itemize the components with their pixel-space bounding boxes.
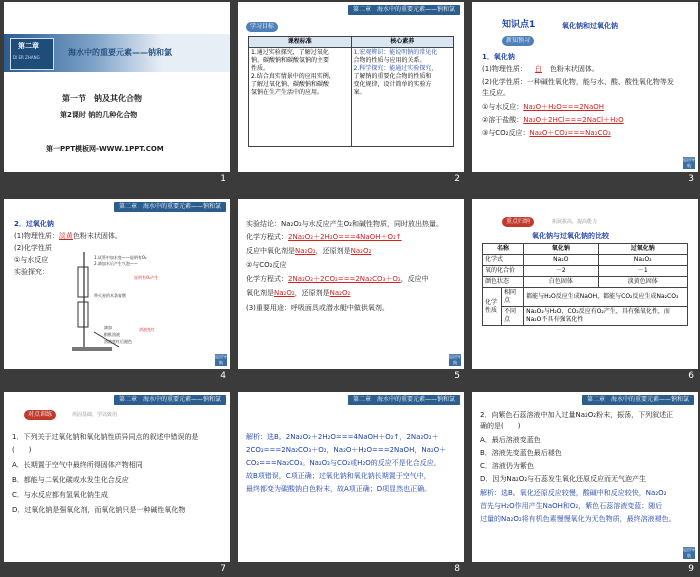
slide-3-footer: [472, 172, 698, 186]
diagram-note: 带火星的木条复燃: [94, 293, 126, 298]
practice-subtag: 巩固基础，学以致用: [72, 412, 118, 418]
stand-base: [72, 347, 112, 351]
question-stem: 2．向紫色石蕊溶液中加入过量Na₂O₂粉末，振荡，下列叙述正: [480, 411, 674, 419]
line-acid: ②溶于盐酸：Na₂O＋2HCl===2NaCl＋H₂O: [482, 116, 624, 124]
back-nav-button[interactable]: 返回导航: [215, 354, 227, 365]
practice-tag: 对点训练: [24, 410, 56, 420]
line-water: ①与水反应: [14, 256, 49, 264]
col-header-standard: 课程标准: [249, 37, 352, 48]
chapter-header-tag: 第二章 海水中的重要元素——钠和氯: [114, 395, 226, 405]
slide-number: 6: [688, 371, 694, 381]
slide-1-thumbnail[interactable]: [4, 2, 230, 172]
chapter-header-tag: 第二章 海水中的重要元素——钠和氯: [114, 202, 226, 212]
slide-5-thumbnail[interactable]: [238, 199, 464, 369]
diagram-note: 2.滴加水后产生气泡——: [94, 261, 138, 266]
slide-8-footer: [238, 562, 464, 576]
line-conclusion: 实验结论：Na₂O₂与水反应产生O₂和碱性物质，同时放出热量。: [246, 220, 443, 228]
line-experiment: 实验探究：: [14, 268, 49, 276]
line-co2-heading: ②与CO₂反应: [246, 261, 287, 269]
chapter-title: 海水中的重要元素——钠和氯: [68, 48, 172, 57]
diagram-note: 说明有O₂产生: [134, 275, 159, 280]
slide-7-footer: [4, 562, 230, 576]
slide-2-thumbnail[interactable]: [238, 2, 464, 172]
option-b[interactable]: B．都能与二氧化碳或水发生化合反应: [12, 476, 129, 484]
slide-number: 8: [454, 564, 460, 574]
line-agents-1: 反应中氧化剂是Na₂O₂，还原剂是Na₂O₂: [246, 247, 372, 255]
chapter-header-tag: 第二章 海水中的重要元素——钠和氯: [348, 5, 460, 15]
diagram-note: 1.试管中加水变——说明有O₂: [94, 255, 147, 260]
slide-number: 4: [220, 371, 226, 381]
question-stem-cont: 确的是( ): [480, 422, 521, 430]
diagram-note: 滴加: [104, 325, 112, 330]
slide-6-footer: [472, 369, 698, 383]
chapter-label: 第二章: [18, 42, 39, 50]
back-nav-button[interactable]: 返回导航: [449, 354, 461, 365]
analysis-line: 首先与H₂O作用产生NaOH和O₂，紫色石蕊溶液变蓝；随后: [480, 502, 663, 510]
knowledge-point-title: 氧化钠和过氧化钠: [562, 22, 618, 30]
line-agents-2: 氧化剂是Na₂O₂，还原剂是Na₂O₂: [246, 289, 351, 297]
line-chemical: (2)化学性质：一种碱性氧化物，能与水、酸、酸性氧化物等发: [482, 78, 674, 86]
section-tag: 学习目标: [246, 22, 278, 32]
diagram-note: 酚酞溶液: [104, 332, 120, 337]
standard-cell: 1.通过实验探究，了解过氧化 钠、碳酸钠和碳酸氢钠的主要 性质。 2.结合真实情景中的应用实例， 了解过氧化钠、碳酸钠和碳酸 氢钠在生产生活中的应用。: [249, 48, 352, 147]
chapter-en: DI ER ZHANG: [13, 55, 40, 60]
option-a[interactable]: A．最后溶液变蓝色: [480, 436, 541, 444]
analysis-line: 2CO₂===2Na₂CO₃＋O₂，Na₂O＋H₂O===2NaOH，Na₂O＋: [246, 446, 447, 454]
slide-4-footer: [4, 369, 230, 383]
line-physical: (1)物理性质： 白 色粉末状固体。: [482, 65, 599, 73]
diagram-note: 溶液变红后褪色: [104, 339, 132, 344]
line-chemical: (2)化学性质: [14, 244, 52, 252]
section-title: 第一节 钠及其化合物: [62, 94, 142, 103]
experiment-diagram: [64, 247, 214, 357]
summary-subtag: 拓展拔高，提高能力: [552, 219, 598, 225]
analysis-line: 最终都变为碳酸钠白色粉末，故A项正确；D项显然也正确。: [246, 485, 432, 493]
option-c[interactable]: C．溶液仍为紫色: [480, 462, 534, 470]
analysis-line: CO₂===Na₂CO₃。Na₂O₂与CO₂或H₂O的反应不是化合反应，: [246, 459, 441, 467]
line-water: ①与水反应：Na₂O＋H₂O===2NaOH: [482, 103, 605, 111]
table-title: 氧化钠与过氧化钠的比较: [532, 232, 609, 240]
site-footer: 第一PPT模板网-WWW.1PPT.COM: [46, 145, 164, 153]
section-heading: 1．氧化钠: [482, 53, 515, 61]
test-tube-2: [78, 302, 88, 327]
slide-number: 2: [454, 174, 460, 184]
back-nav-button[interactable]: 返回导航: [683, 157, 695, 168]
slide-4-thumbnail[interactable]: [4, 199, 230, 369]
summary-tag: 重点归纳: [502, 217, 534, 227]
slide-3-thumbnail[interactable]: [472, 2, 698, 172]
slide-1-footer: [4, 172, 230, 186]
slide-number: 3: [688, 174, 694, 184]
chapter-header-tag: 第二章 海水中的重要元素——钠和氯: [582, 395, 694, 405]
slide-9-footer: [472, 562, 698, 576]
slide-9-thumbnail[interactable]: [472, 392, 698, 562]
test-tube: [78, 267, 88, 297]
option-d[interactable]: D．过氧化钠是强氧化剂，而氧化钠只是一种碱性氧化物: [12, 506, 186, 514]
line-equation-1: 化学方程式：2Na₂O₂＋2H₂O===4NaOH＋O₂↑: [246, 233, 402, 241]
preview-tag: 新知预习: [502, 36, 534, 46]
option-d[interactable]: D．因为Na₂O₂与石蕊发生氧化还原反应而无气泡产生: [480, 475, 647, 483]
slide-number: 7: [220, 564, 226, 574]
knowledge-point-label: 知识点1: [502, 20, 536, 30]
question-blank: ( ): [12, 446, 32, 454]
slide-2-footer: [238, 172, 464, 186]
question-stem: 1．下列关于过氧化钠和氧化钠性质异同点的叙述中错误的是: [12, 433, 199, 441]
slide-6-thumbnail[interactable]: [472, 199, 698, 369]
analysis-line: 解析：选B。氧化还原反应较慢，酸碱中和反应较快，Na₂O₂: [480, 489, 667, 497]
diagram-note: 溶液变红: [139, 327, 155, 332]
chapter-header-tag: 第二章 海水中的重要元素——钠和氯: [348, 395, 460, 405]
line-chemical-cont: 生反应。: [482, 89, 510, 97]
line-physical: (1)物理性质：淡黄色粉末状固体。: [14, 232, 122, 240]
objectives-table: [248, 36, 454, 147]
col-header-literacy: 核心素养: [351, 37, 454, 48]
line-co2: ③与CO₂反应：Na₂O＋CO₂===Na₂CO₃: [482, 129, 611, 137]
slide-number: 1: [220, 174, 226, 184]
lesson-title: 第2课时 钠的几种化合物: [60, 111, 138, 119]
comparison-table: 名称 氧化钠 过氧化钠 化学式 Na₂O Na₂O₂ 氧的化合价 －2 －1 颜色状态 白色固体 淡黄色固体 化学性质 相同点 都能与H₂O反应生成NaOH，都能与CO₂反应生成Na₂CO₃ 不同点 Na₂O₂与H₂O、CO₂反应有O₂产生，具有强氧化性，而Na₂O不具有强氧化性: [482, 243, 688, 326]
slide-number: 5: [454, 371, 460, 381]
section-heading: 2．过氧化钠: [14, 220, 54, 228]
option-b[interactable]: B．溶液先变蓝色最后褪色: [480, 449, 562, 457]
line-equation-2: 化学方程式：2Na₂O₂＋2CO₂===2Na₂CO₃＋O₂，反应中: [246, 275, 429, 283]
literacy-cell: 1.宏观辨识：能说明钠的常见化 合物的性质与应用的关系。 2.科学探究：能通过实验探究， 了解钠的重要化合物的性质和 变化规律，设计简单的实验方 案。: [351, 48, 454, 147]
option-a[interactable]: A．长期置于空气中最终所得固体产物相同: [12, 461, 143, 469]
analysis-line: 解析：选B。2Na₂O₂＋2H₂O===4NaOH＋O₂↑，2Na₂O₂＋: [246, 433, 439, 441]
slide-8-thumbnail[interactable]: [238, 392, 464, 562]
analysis-line: 故B项错误，C项正确；过氧化钠和氧化钠长期置于空气中，: [246, 472, 431, 480]
back-nav-button[interactable]: 返回导航: [683, 547, 695, 558]
option-c[interactable]: C．与水反应都有氢氧化钠生成: [12, 491, 108, 499]
line-usage: (3)重要用途：呼吸面具或潜水艇中做供氧剂。: [246, 304, 389, 312]
analysis-line: 过量的Na₂O₂将有机色素慢慢氧化为无色物质，最终溶液褪色。: [480, 515, 676, 523]
slide-5-footer: [238, 369, 464, 383]
slide-number: 9: [688, 564, 694, 574]
slide-7-thumbnail[interactable]: [4, 392, 230, 562]
